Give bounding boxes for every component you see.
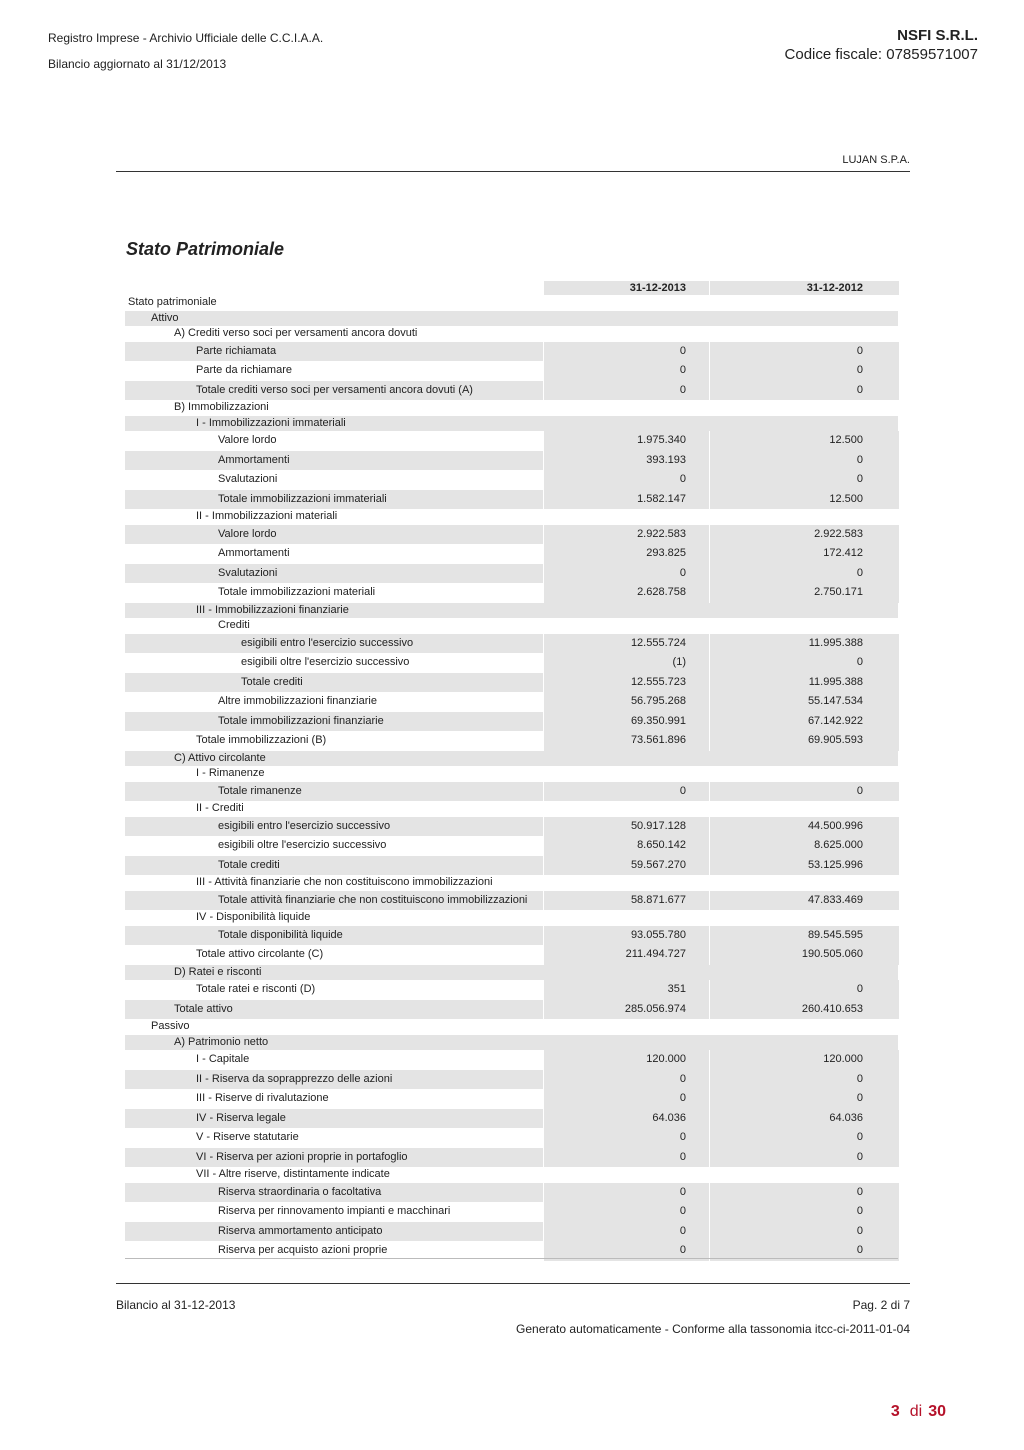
entity-name: LUJAN S.P.A. xyxy=(842,154,910,166)
table-row xyxy=(125,564,898,584)
row-label: Totale crediti xyxy=(218,856,280,876)
value-2012: 0 xyxy=(856,383,863,396)
table-row xyxy=(125,618,898,634)
footer-generated-note: Generato automaticamente - Conforme alla tassonomia itcc-ci-2011-01-04 xyxy=(516,1322,910,1336)
value-2012: 0 xyxy=(856,1092,863,1104)
value-2013: 285.056.974 xyxy=(624,1002,686,1015)
value-2013: (1) xyxy=(672,656,686,668)
row-label: Passivo xyxy=(151,1020,190,1032)
table-row xyxy=(125,712,898,732)
row-label: VII - Altre riserve, distintamente indicate xyxy=(196,1168,390,1180)
value-2012: 47.833.469 xyxy=(807,893,863,906)
table-row xyxy=(125,470,898,490)
page-total: 30 xyxy=(928,1403,946,1420)
table-row xyxy=(125,326,898,342)
table-row xyxy=(125,431,898,451)
page-counter xyxy=(891,1403,946,1421)
value-2012: 0 xyxy=(856,1244,863,1256)
page-of: di xyxy=(909,1403,923,1420)
table-row xyxy=(125,926,898,946)
value-2012: 120.000 xyxy=(823,1053,863,1065)
row-label: Riserva straordinaria o facoltativa xyxy=(218,1183,381,1203)
company-name: NSFI S.R.L. xyxy=(897,27,978,44)
value-2012: 2.750.171 xyxy=(814,586,863,598)
table-row xyxy=(125,1019,898,1035)
table-row xyxy=(125,891,898,911)
section-title: Stato Patrimoniale xyxy=(126,239,285,259)
value-2012: 55.147.534 xyxy=(807,695,863,707)
value-2013: 0 xyxy=(679,1205,686,1217)
value-2012: 69.905.593 xyxy=(807,734,863,746)
row-label: D) Ratei e risconti xyxy=(174,965,261,981)
value-2012: 0 xyxy=(856,473,863,485)
value-2012: 64.036 xyxy=(829,1111,863,1124)
row-label: III - Attività finanziarie che non costituiscono immobilizzazioni xyxy=(196,876,493,888)
value-2013: 0 xyxy=(679,1150,686,1163)
table-row xyxy=(125,603,898,619)
value-2012: 0 xyxy=(856,364,863,376)
value-2012: 0 xyxy=(856,344,863,357)
table-row xyxy=(125,1202,898,1222)
table-row xyxy=(125,1148,898,1168)
balance-sheet-table xyxy=(125,281,898,1261)
row-label: II - Immobilizzazioni materiali xyxy=(196,510,338,522)
value-2012: 0 xyxy=(856,453,863,466)
value-2012: 172.412 xyxy=(823,547,863,559)
row-label: Riserva per acquisto azioni proprie xyxy=(218,1244,388,1256)
table-row xyxy=(125,634,898,654)
value-2012: 0 xyxy=(856,1131,863,1143)
row-label: Totale attivo xyxy=(174,1000,233,1020)
balance-updated-label: Bilancio aggiornato al 31/12/2013 xyxy=(48,57,227,71)
value-2013: 2.922.583 xyxy=(637,527,686,540)
row-label: Totale attività finanziarie che non costituiscono immobilizzazioni xyxy=(218,891,527,911)
row-label: Stato patrimoniale xyxy=(128,296,217,308)
row-label: Totale rimanenze xyxy=(218,782,302,802)
footer-page-label: Pag. 2 di 7 xyxy=(852,1298,910,1312)
value-2012: 0 xyxy=(856,656,863,668)
value-2013: 58.871.677 xyxy=(630,893,686,906)
value-2012: 44.500.996 xyxy=(807,819,863,832)
value-2013: 293.825 xyxy=(646,547,686,559)
value-2013: 1.975.340 xyxy=(637,434,686,446)
table-row xyxy=(125,1167,898,1183)
table-header-row xyxy=(125,281,898,295)
table-row xyxy=(125,361,898,381)
value-2013: 0 xyxy=(679,383,686,396)
table-body xyxy=(125,295,898,1261)
table-row xyxy=(125,782,898,802)
row-label: Ammortamenti xyxy=(218,451,290,471)
row-label: Totale disponibilità liquide xyxy=(218,926,343,946)
row-label: C) Attivo circolante xyxy=(174,751,266,767)
value-2013: 50.917.128 xyxy=(630,819,686,832)
value-2012: 260.410.653 xyxy=(801,1002,863,1015)
value-2013: 351 xyxy=(667,983,686,995)
value-2013: 2.628.758 xyxy=(637,586,686,598)
table-row xyxy=(125,875,898,891)
row-label: Totale immobilizzazioni finanziarie xyxy=(218,712,384,732)
row-label: III - Riserve di rivalutazione xyxy=(196,1092,329,1104)
value-2013: 73.561.896 xyxy=(630,734,686,746)
table-row xyxy=(125,801,898,817)
table-row xyxy=(125,295,898,311)
row-label: A) Crediti verso soci per versamenti ancora dovuti xyxy=(174,327,418,339)
row-label: A) Patrimonio netto xyxy=(174,1035,268,1051)
row-label: esigibili oltre l'esercizio successivo xyxy=(218,839,387,851)
value-2012: 0 xyxy=(856,1224,863,1237)
table-row xyxy=(125,1000,898,1020)
table-row xyxy=(125,1070,898,1090)
value-2012: 12.500 xyxy=(829,492,863,505)
value-2013: 0 xyxy=(679,1072,686,1085)
value-2013: 93.055.780 xyxy=(630,928,686,941)
value-2013: 0 xyxy=(679,473,686,485)
table-row xyxy=(125,525,898,545)
table-row xyxy=(125,583,898,603)
table-row xyxy=(125,509,898,525)
value-2013: 0 xyxy=(679,1224,686,1237)
tax-code: Codice fiscale: 07859571007 xyxy=(784,46,978,63)
value-2013: 8.650.142 xyxy=(637,839,686,851)
value-2012: 11.995.388 xyxy=(808,675,863,688)
row-label: Totale ratei e risconti (D) xyxy=(196,983,316,995)
value-2012: 190.505.060 xyxy=(801,948,863,960)
row-label: Parte da richiamare xyxy=(196,364,292,376)
table-row xyxy=(125,945,898,965)
row-label: B) Immobilizzazioni xyxy=(174,401,269,413)
row-label: IV - Riserva legale xyxy=(196,1109,286,1129)
value-2013: 0 xyxy=(679,566,686,579)
value-2013: 0 xyxy=(679,344,686,357)
row-label: Crediti xyxy=(218,619,250,631)
table-row xyxy=(125,342,898,362)
row-label: I - Immobilizzazioni immateriali xyxy=(196,416,346,432)
table-row xyxy=(125,1128,898,1148)
row-label: I - Rimanenze xyxy=(196,767,265,779)
value-2013: 12.555.724 xyxy=(630,636,686,649)
row-label: Svalutazioni xyxy=(218,564,277,584)
table-row xyxy=(125,490,898,510)
value-2013: 120.000 xyxy=(646,1053,686,1065)
row-label: II - Riserva da soprapprezzo delle azioni xyxy=(196,1070,392,1090)
value-2013: 0 xyxy=(679,364,686,376)
table-row xyxy=(125,817,898,837)
value-2013: 0 xyxy=(679,1131,686,1143)
value-2013: 0 xyxy=(679,1092,686,1104)
row-label: Totale immobilizzazioni materiali xyxy=(218,586,376,598)
value-2012: 0 xyxy=(856,1205,863,1217)
value-2012: 0 xyxy=(856,784,863,797)
footer-divider xyxy=(116,1283,910,1284)
row-label: Totale crediti verso soci per versamenti ancora dovuti (A) xyxy=(196,381,473,401)
table-row xyxy=(125,451,898,471)
table-row xyxy=(125,1035,898,1051)
value-2013: 69.350.991 xyxy=(630,714,686,727)
row-label: Riserva ammortamento anticipato xyxy=(218,1222,382,1242)
value-2012: 2.922.583 xyxy=(814,527,863,540)
row-label: Altre immobilizzazioni finanziarie xyxy=(218,695,377,707)
column-header-2012: 31-12-2012 xyxy=(806,282,863,294)
footer-balance-date: Bilancio al 31-12-2013 xyxy=(116,1298,236,1312)
value-2013: 0 xyxy=(679,1185,686,1198)
table-row xyxy=(125,544,898,564)
row-label: esigibili entro l'esercizio successivo xyxy=(218,817,390,837)
table-row xyxy=(125,400,898,416)
value-2013: 0 xyxy=(679,1244,686,1256)
row-label: Valore lordo xyxy=(218,434,277,446)
value-2013: 1.582.147 xyxy=(637,492,686,505)
table-row xyxy=(125,1109,898,1129)
table-row xyxy=(125,653,898,673)
row-label: Totale crediti xyxy=(241,673,303,693)
table-row xyxy=(125,965,898,981)
value-2013: 64.036 xyxy=(652,1111,686,1124)
value-2012: 53.125.996 xyxy=(807,858,863,871)
value-2012: 0 xyxy=(856,1072,863,1085)
table-row xyxy=(125,381,898,401)
table-row xyxy=(125,416,898,432)
value-2012: 0 xyxy=(856,566,863,579)
value-2013: 0 xyxy=(679,784,686,797)
value-2012: 8.625.000 xyxy=(814,839,863,851)
value-2012: 0 xyxy=(856,1150,863,1163)
row-label: esigibili entro l'esercizio successivo xyxy=(241,634,413,654)
row-label: Totale immobilizzazioni immateriali xyxy=(218,490,387,510)
table-row xyxy=(125,1089,898,1109)
row-label: Valore lordo xyxy=(218,525,277,545)
header-divider xyxy=(116,171,910,172)
registry-title: Registro Imprese - Archivio Ufficiale delle C.C.I.A.A. xyxy=(48,31,324,45)
table-row xyxy=(125,980,898,1000)
value-2012: 12.500 xyxy=(829,434,863,446)
table-row xyxy=(125,910,898,926)
value-2013: 12.555.723 xyxy=(630,675,686,688)
table-row xyxy=(125,731,898,751)
row-label: I - Capitale xyxy=(196,1053,250,1065)
row-label: VI - Riserva per azioni proprie in portafoglio xyxy=(196,1148,408,1168)
column-header-2013: 31-12-2013 xyxy=(629,282,686,294)
table-row xyxy=(125,836,898,856)
value-2012: 89.545.595 xyxy=(807,928,863,941)
table-row xyxy=(125,766,898,782)
value-2012: 0 xyxy=(856,983,863,995)
table-row xyxy=(125,856,898,876)
row-label: Ammortamenti xyxy=(218,547,290,559)
row-label: Svalutazioni xyxy=(218,473,278,485)
table-row xyxy=(125,311,898,327)
row-label: IV - Disponibilità liquide xyxy=(196,911,311,923)
row-label: II - Crediti xyxy=(196,802,244,814)
table-bottom-rule xyxy=(125,1258,898,1259)
table-row xyxy=(125,1050,898,1070)
table-row xyxy=(125,673,898,693)
table-row xyxy=(125,1222,898,1242)
value-2013: 211.494.727 xyxy=(625,948,686,960)
row-label: V - Riserve statutarie xyxy=(196,1131,299,1143)
table-row xyxy=(125,1183,898,1203)
value-2013: 56.795.268 xyxy=(630,695,686,707)
value-2013: 59.567.270 xyxy=(630,858,686,871)
value-2012: 67.142.922 xyxy=(807,714,863,727)
table-row xyxy=(125,692,898,712)
row-label: esigibili oltre l'esercizio successivo xyxy=(241,656,410,668)
row-label: III - Immobilizzazioni finanziarie xyxy=(196,603,349,619)
row-label: Totale attivo circolante (C) xyxy=(196,948,324,960)
row-label: Riserva per rinnovamento impianti e macchinari xyxy=(218,1205,451,1217)
value-2012: 11.995.388 xyxy=(808,636,863,649)
row-label: Totale immobilizzazioni (B) xyxy=(196,734,327,746)
value-2013: 393.193 xyxy=(646,453,686,466)
row-label: Parte richiamata xyxy=(196,342,276,362)
page-current: 3 xyxy=(890,1403,900,1420)
value-2012: 0 xyxy=(856,1185,863,1198)
table-row xyxy=(125,751,898,767)
row-label: Attivo xyxy=(151,311,179,327)
